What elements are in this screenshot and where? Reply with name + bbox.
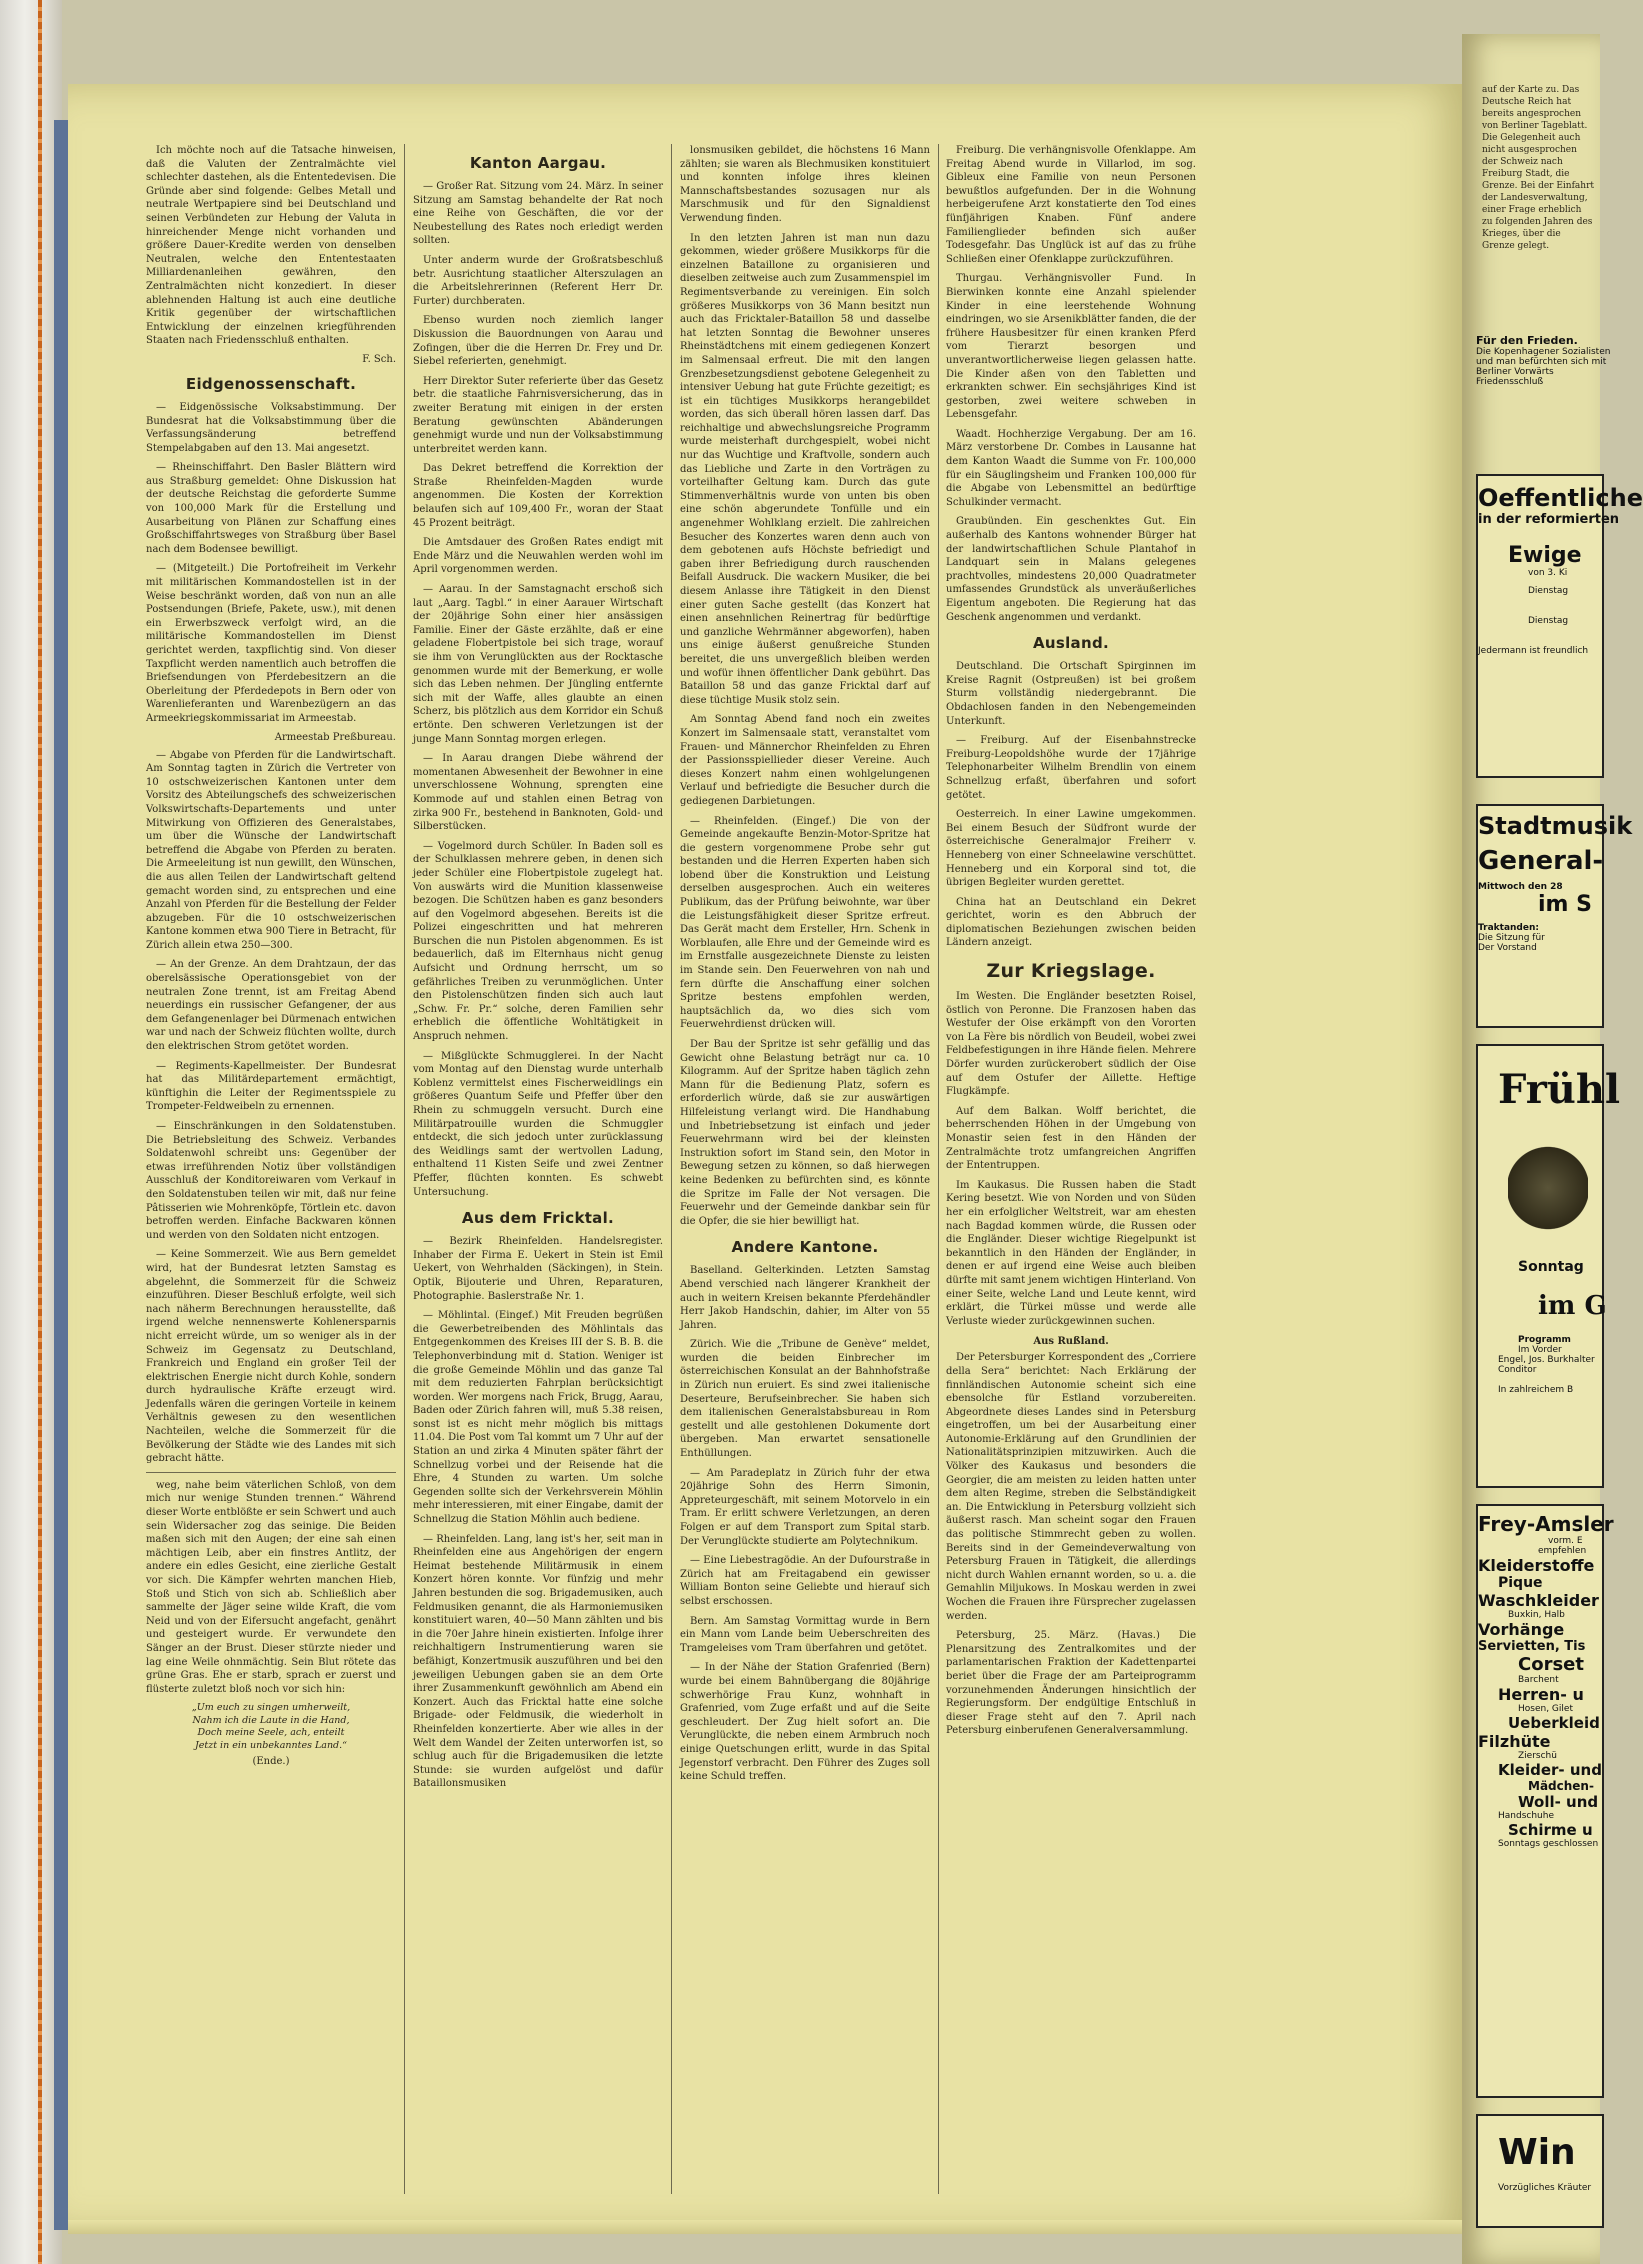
ad-line: Sonntags geschlossen: [1498, 1839, 1599, 1849]
feuilleton-divider: [146, 1472, 396, 1473]
ad-line: Mädchen-: [1528, 1779, 1594, 1793]
article: — Rheinschiffahrt. Den Basler Blättern wird aus Straßburg gemeldet: Ohne Diskussion hat der deutsche Reichstag die geforderte Summe von 100,000 Mark für die Erstellung und Ausarbeitung von Plänen zur Schaffung eines Großschiffahrtsweges von Straßburg über Basel nach dem Bodensee bewilligt.: [146, 462, 396, 555]
article: — Am Paradeplatz in Zürich fuhr der etwa 20jährige Sohn des Herrn Simonin, Appreteurgeschäft, mit seinem Motorvelo in ein Tram. Er erlitt schwere Verletzungen, an deren Folgen er auf dem Transport zum Spital starb. Der Verunglückte studierte am Polytechnikum.: [680, 1467, 930, 1547]
ad-line: Hosen, Gilet: [1518, 1704, 1573, 1714]
book-spine: [0, 0, 62, 2264]
poem: [146, 1702, 396, 1752]
ad-line: Jedermann ist freundlich: [1478, 646, 1589, 656]
column-3: [680, 144, 930, 2194]
page-bottom-shadow: [68, 2220, 1474, 2234]
section-heading-aargau: Kanton Aargau.: [469, 154, 607, 172]
article: Freiburg. Die verhängnisvolle Ofenklappe. Am Freitag Abend wurde in Villarlod, im sog. Gibleux eine Familie von neun Personen bewußtlos aufgefunden. Der in die Wohnung herbeigerufene Arzt konstatierte den Tod eines fünfjährigen Knaben. Fünf andere Familienglieder befinden sich außer Todesgefahr. Das Unglück ist auf das zu frühe Schließen einer Ofenklappe zurückzuführen.: [946, 145, 1196, 265]
poem-line: Nahm ich die Laute in die Hand,: [192, 1714, 350, 1726]
ad-line: Sonntag: [1518, 1259, 1584, 1275]
ad-line: Stadtmusik: [1478, 812, 1633, 840]
section-heading-ausland: Ausland.: [1033, 634, 1109, 653]
article: — Rheinfelden. Lang, lang ist's her, seit man in Rheinfelden eine aus Angehörigen der engern Heimat bestehende Militärmusik in einem Konzert hören konnte. Vor fünfzig und mehr Jahren bestunden die sog. Brigademusiken, auch Feldmusiken genannt, die als Harmoniemusiken konstituiert waren, 40—50 Mann zählten und bis in die 70er Jahre hinein existierten. Infolge ihrer reichhaltigern Instrumentierung waren sie befähigt, Konzertmusik auszuführen und bei den jeweiligen Uebungen gaben sie an dem Orte ihrer Zusammenkunft gewöhnlich am Abend ein Konzert. Auch das Fricktal hatte eine solche Brigade- oder Feldmusik, die wiederholt in Rheinfelden konzertierte. Aber wie alles in der Welt dem Wandel der Zeiten unterworfen ist, so schlug auch für die Brigademusiken die letzte Stunde: sie wurden aufgelöst und dafür Bataillonsmusiken: [413, 1533, 663, 1790]
article: Graubünden. Ein geschenktes Gut. Ein außerhalb des Kantons wohnender Bürger hat der landwirtschaftlichen Schule Plantahof in Landquart sein in Malans gelegenes prachtvolles, mindestens 20,000 Quadratmeter umfassendes Grundstück als unveräußerliches Eigentum angeboten. Die Regierung hat das Geschenk angenommen und verdankt.: [946, 516, 1196, 623]
ad-line: Buxkin, Halb: [1508, 1610, 1565, 1620]
ad-line: Dienstag: [1528, 586, 1569, 596]
article: — Möhlintal. (Eingef.) Mit Freuden begrüßen die Gewerbetreibenden des Möhlintals das Entgegenkommen des Kreises III der S. B. B. die Telephonverbindung mit d. Station. Weniger ist die große Gemeinde Möhlin und das ganze Tal mit dem reduzierten Fahrplan berücksichtigt worden. Wer morgens nach Frick, Brugg, Aarau, Baden oder Zürich fahren will, muß 5.38 reisen, sonst ist es nicht mehr möglich bis mittags 11.04. Die Post vom Tal kommt um 7 Uhr auf der Station an und zirka 4 Minuten später fährt der Schnellzug vorbei und der Reisende hat die Ehre, 4 Stunden zu warten. Um solche Gegenden sollte sich der Verkehrsverein Möhlin mehr interessieren, mit einer Eingabe, damit der Schnellzug die Station Möhlin auch bediene.: [413, 1310, 663, 1526]
article-signature: F. Sch.: [362, 353, 396, 365]
ad-line: Kleiderstoffe: [1478, 1556, 1595, 1575]
advert-stadtmusik: [1476, 804, 1633, 1028]
ad-line: Kleider- und: [1498, 1761, 1602, 1779]
advert-fruehling: [1476, 1044, 1621, 1488]
poem-line: Doch meine Seele, ach, enteilt: [197, 1727, 345, 1739]
article: Im Westen. Die Engländer besetzten Roisel, östlich von Peronne. Die Franzosen haben das Westufer der Oise erkämpft von den Vororten von La Fère bis nördlich von Beudeil, wobei zwei Feldbefestigungen in ihre Hände fielen. Mehrere Dörfer wurden zurückerobert südlich der Oise auf dem Ostufer der Aillette. Heftige Flugkämpfe.: [946, 991, 1196, 1098]
newspaper-page: [68, 84, 1474, 2234]
article: Herr Direktor Suter referierte über das Gesetz betr. die staatliche Fahrnisversicherung, das in zweiter Beratung mit einigen in der ersten Beratung gewünschten Abänderungen genehmigt wurde und nun der Volksabstimmung unterbreitet werden kann.: [413, 375, 663, 455]
ad-line: Schirme u: [1508, 1821, 1593, 1839]
article: Das Dekret betreffend die Korrektion der Straße Rheinfelden-Magden wurde angenommen. Die Kosten der Korrektion belaufen sich auf 109,400 Fr., woran der Staat 45 Prozent beiträgt.: [413, 463, 663, 529]
article: Die Amtsdauer des Großen Rates endigt mit Ende März und die Neuwahlen werden wohl im April vorgenommen werden.: [413, 537, 663, 576]
article-signature: Armeestab Preßbureau.: [274, 731, 396, 743]
notice-frieden: [1476, 334, 1611, 454]
article: In den letzten Jahren ist man nun dazu gekommen, wieder größere Musikkorps für die einzelnen Bataillone zu organisieren und dieselben zeitweise auch zum Zusammenspiel im Regimentsverbande zu vereinigen. Ein solch größeres Musikkorps von 36 Mann besitzt nun auch das Fricktaler-Bataillon 58 und dasselbe hat letzten Sonntag die Bewohner unseres Rheinstädtchens mit einem gediegenen Konzert im Salmensaal erfreut. Die mit den langen Grenzbesetzungsdienst gebotene Gelegenheit zu intensiver Uebung hat gute Früchte gezeitigt; es ist ein tüchtiges Musikkorps herangebildet worden, das sich überall hören lassen darf. Das reichhaltige und abwechslungsreiche Programm wurde meisterhaft durchgespielt, wobei nicht nur das Wuchtige und Kraftvolle, sondern auch das Liebliche und Zarte in den Vorträgen zu vorteilhafter Geltung kam. Durch das gute Stimmenverhältnis wurde von unten bis oben eine schön abgerundete Tonfülle und ein angenehmer Wohlklang erzielt. Die zahlreichen Besucher des Konzertes waren denn auch von dem gebotenen aufs Höchste befriedigt und gaben ihrer Befriedigung durch rauschenden Beifall Ausdruck. Die wackern Musiker, die bei diesem Anlasse ihre Tätigkeit in den Dienst einer guten Sache gestellt (das Konzert hat einen ansehnlichen Reinertrag für bedürftige und ganzliche Wehrmänner abgeworfen), haben uns einige äußerst genußreiche Stunden bereitet, die uns unvergeßlich bleiben werden und wofür ihnen öffentlicher Dank gebührt. Das Bataillon 58 und das ganze Fricktal darf auf diese tüchtige Musik stolz sein.: [680, 232, 930, 706]
advert-frey-amsler: [1476, 1504, 1614, 2098]
column-1: [146, 144, 396, 2194]
article: — Freiburg. Auf der Eisenbahnstrecke Freiburg-Leopoldshöhe wurde der 17jährige Telephonarbeiter Wilhelm Brendlin von einem Schnellzug erfaßt, überfahren und sofort getötet.: [946, 735, 1196, 801]
ad-line: Mittwoch den 28: [1478, 882, 1563, 892]
ad-line: Handschuhe: [1498, 1811, 1554, 1821]
feuilleton-story: weg, nahe beim väterlichen Schloß, von dem mich nur wenige Stunden trennen.“ Während dieser Worte entblößte er sein Schwert und auch sein Widersacher zog das seinige. Die Beiden maßen sich mit den Augen; der eine sah einen mächtigen Leib, aber ein finstres Antlitz, der andere ein edles Gesicht, eine zierliche Gestalt vor sich. Die Kämpfer wehrten manchen Hieb, Stoß und Stich von sich ab. Schließlich aber sammelte der Jäger seine wilde Kraft, die vom Neid und von der Eifersucht angefacht, genährt und gesteigert wurde. Er verwundete den Sänger an der Brust. Dieser stürzte nieder und lag eine Weile ohnmächtig. Sein Blut rötete das grüne Gras. Ehe er starb, sprach er zuerst und flüsterte zuletzt bloß noch vor sich hin:: [146, 1479, 396, 1695]
section-heading-kriegslage: Zur Kriegslage.: [986, 960, 1156, 983]
article: Baselland. Gelterkinden. Letzten Samstag Abend verschied nach längerer Krankheit der auch in weitern Kreisen bekannte Pferdehändler Herr Jakob Handschin, dahier, im Alter von 55 Jahren.: [680, 1265, 930, 1331]
ad-line: von 3. Ki: [1528, 568, 1568, 578]
ad-line: Für den Frieden.: [1476, 334, 1578, 347]
article: — Aarau. In der Samstagnacht erschoß sich laut „Aarg. Tagbl.“ in einer Aarauer Wirtschaft der 20jährige Sohn einer hier ansässigen Familie. Einer der Gäste erzählte, daß er eine geladene Flobertpistole bei sich trage, worauf sie ihm von Verunglückten aus der Rocktasche genommen wurde mit der Bemerkung, er wolle sich das Leben nehmen. Der Jüngling entfernte sich mit der Waffe, alles glaubte an einen Scherz, bis plötzlich aus dem Korridor ein Schuß ertönte. Den schweren Verletzungen ist der junge Mann Sonntag morgen erlegen.: [413, 584, 663, 745]
ad-line: Barchent: [1518, 1675, 1559, 1685]
ad-line: im S: [1538, 892, 1592, 917]
article: — Keine Sommerzeit. Wie aus Bern gemeldet wird, hat der Bundesrat letzten Samstag es abgelehnt, die Sommerzeit für die Schweiz einzuführen. Dieser Beschluß erfolgte, weil sich nach näherm Berechnungen herausstellte, daß irgend welche nennenswerte Kohlenersparnis nicht erreicht würde, um so weniger als in der Schweiz im Gegensatz zu Deutschland, Frankreich und England ein großer Teil der elektrischen Energie nicht durch Kohle, sondern durch hydraulische Kräfte erzeugt wird. Jedenfalls wären die geringen Vorteile in keinem Verhältnis gewesen zu den wesentlichen Nachteilen, welche die Sommerzeit für die Bevölkerung der Städte wie des Landes mit sich gebracht hätte.: [146, 1249, 396, 1465]
article: Am Sonntag Abend fand noch ein zweites Konzert im Salmensaale statt, veranstaltet vom Frauen- und Männerchor Rheinfelden zu Ehren der Passionsspiellieder dieser Vereine. Auch dieses Konzert nahm einen wohlgelungenen Verlauf und befriedigte die Besucher durch die gediegenen Darbietungen.: [680, 714, 930, 807]
ad-line: vorm. E: [1548, 1536, 1583, 1546]
article: lonsmusiken gebildet, die höchstens 16 Mann zählten; sie waren als Blechmusiken konstituiert und konnten infolge ihres kleinen Mannschaftsbestandes sozusagen nur als Marschmusik und für den Signaldienst Verwendung finden.: [680, 145, 930, 224]
article: — Eidgenössische Volksabstimmung. Der Bundesrat hat die Volksabstimmung über die Verfassungsänderung betreffend Stempelabgaben auf den 13. Mai angesetzt.: [146, 401, 396, 454]
ad-line: Waschkleider: [1478, 1591, 1599, 1610]
ad-line: Servietten, Tis: [1478, 1639, 1586, 1654]
article: — Mißglückte Schmugglerei. In der Nacht vom Montag auf den Dienstag wurde unterhalb Koblenz vermittelst eines Fischerweidlings ein größeres Quantum Seife und Pfeffer über den Rhein zu schmuggeln versucht. Durch eine Militärpatrouille wurden die Schmuggler entdeckt, die sich jedoch unter zurücklassung des Weidlings samt der wertvollen Ladung, enthaltend 11 Kisten Seife und zwei Zentner Pfeffer, flüchten konnten. Es schwebt Untersuchung.: [413, 1050, 663, 1198]
article: — In der Nähe der Station Grafenried (Bern) wurde bei einem Bahnübergang die 80jährige schwerhörige Frau Kunz, wohnhaft in Grafenried, vom Zuge erfaßt und auf die Seite geschleudert. Der Zug hielt sofort an. Die Verunglückte, die neben einem Armbruch noch einige Quetschungen erlitt, wurde in das Spital Jegenstorf verbracht. Den Führer des Zuges soll keine Schuld treffen.: [680, 1662, 930, 1783]
article: Der Petersburger Korrespondent des „Corriere della Sera“ berichtet: Nach Erklärung der finnländischen Autonomie scheint sich eine ebensolche für Estland vorzubereiten. Abgeordnete dieses Landes sind in Petersburg eingetroffen, um bei der Ausarbeitung einer Autonomie-Erklärung auf den Grundlinien der Nationalitätsprinzipien mitzuwirken. Auch die Völker des Kaukasus und besonders die Georgier, die am meisten zu leiden hatten unter dem alten Regime, streben die Selbständigkeit an. Die Entwicklung in Petersburg vollzieht sich äußerst rasch. Man scheint sogar den Frauen das politische Stimmrecht geben zu wollen. Bereits sind in der Gemeindeverwaltung von Petersburg Frauen in Tätigkeit, die allerdings nicht durch Wahlen ernannt worden, so u. a. die Gemahlin Miljukows. In Moskau werden in zwei Wochen die Frauen ihre Fürsprecher zugelassen werden.: [946, 1352, 1196, 1622]
section-heading-fricktal: Aus dem Fricktal.: [461, 1209, 615, 1228]
ad-line: Berliner Vorwärts: [1476, 367, 1554, 377]
ad-line: Der Vorstand: [1478, 943, 1537, 953]
ad-line: Die Kopenhagener Sozialisten: [1476, 347, 1611, 357]
column-rule: [671, 144, 672, 2194]
article-valuta: Ich möchte noch auf die Tatsache hinweisen, daß die Valuten der Zentralmächte viel schlechter dastehen, als die Ententedevisen. Die Gründe aber sind folgende: Gelbes Metall und neutrale Wertpapiere sind bei Deutschland und seinen Verbündeten zur Hebung der Valuta in hinreichender Menge nicht vorhanden und größere Dauer-Kredite werden von denselben Neutralen, welche den Ententestaaten Milliardenanleihen gewähren, den Zentralmächten nicht konzediert. In dieser ablehnenden Haltung ist auch eine deutliche Kritik gegenüber der wirtschaftlichen Entwicklung der einzelnen kriegführenden Staaten nach Friedensschluß enthalten.: [146, 145, 396, 347]
advert-oeffentliche: [1476, 474, 1643, 778]
article: Waadt. Hochherzige Vergabung. Der am 16. März verstorbene Dr. Combes in Lausanne hat dem Kanton Waadt die Summe von Fr. 100,000 für ein Säuglingsheim und Franken 100,000 für die Abgabe von Lebensmittel an bedürftige Schulkinder vermacht.: [946, 428, 1196, 508]
article: — Regiments-Kapellmeister. Der Bundesrat hat das Militärdepartement ermächtigt, künftighin die Leiter der Regimentsspiele zu Trompeter-Feldweibeln zu ernennen.: [146, 1060, 396, 1113]
article: Zürich. Wie die „Tribune de Genève“ meldet, wurden die beiden Einbrecher im österreichischen Konsulat an der Bahnhofstraße in Zürich nun eruiert. Es sind zwei italienische Deserteure, Berufseinbrecher. Sie haben sich dem italienischen Generalstabsbureau in Rom gestellt und alle gestohlenen Dokumente dort übergeben. Man erwartet sensationelle Enthüllungen.: [680, 1339, 930, 1460]
article: China hat an Deutschland ein Dekret gerichtet, worin es den Abbruch der diplomatischen Beziehungen zwischen beiden Ländern anzeigt.: [946, 896, 1196, 949]
ad-line: Frey-Amsler: [1478, 1512, 1614, 1536]
ad-line: und man befürchten sich mit: [1476, 357, 1607, 367]
article: Der Bau der Spritze ist sehr gefällig und das Gewicht ohne Belastung beträgt nur ca. 10 Kilogramm. Auf der Spritze haben täglich zehn Mann für die Bedienung Platz, sofern es erforderlich würde, daß sie zur auswärtigen Hilfeleistung verlangt wird. Die Handhabung und Inbetriebsetzung ist einfach und jeder Feuerwehrmann wird bei der kleinsten Instruktion sofort im Stand sein, den Motor in Bewegung setzen zu können, so daß hierwegen keine Bedenken zu befürchten sind, es könnte die Spritze im Falle der Not versagen. Die Feuerwehr und der Gemeinde dankbar sein für die Opfer, die sie hier bewilligt hat.: [680, 1039, 930, 1227]
ad-line: Zierschü: [1518, 1751, 1557, 1761]
article: Auf dem Balkan. Wolff berichtet, die beherrschenden Höhen in der Umgebung von Monastir seien fest in den Händen der Zentralmächte trotz umfangreichen Angriffen der Ententruppen.: [946, 1105, 1196, 1172]
ad-line: Filzhüte: [1478, 1732, 1551, 1751]
ad-line: Engel, Jos. Burkhalter: [1498, 1355, 1595, 1365]
column-2: [413, 144, 663, 2194]
ad-line: empfehlen: [1538, 1546, 1587, 1556]
article: — Bezirk Rheinfelden. Handelsregister. Inhaber der Firma E. Uekert in Stein ist Emil Uekert, von Wehrhalden (Säckingen), in Stein. Optik, Bijouterie und Uhren, Reparaturen, Photographie. Baslerstraße Nr. 1.: [413, 1236, 663, 1302]
article: — Großer Rat. Sitzung vom 24. März. In seiner Sitzung am Samstag behandelte der Rat noch eine Reihe von Geschäften, die vor der Neubestellung des Rates noch erledigt werden sollten.: [413, 181, 663, 247]
ad-line: in der reformierten: [1478, 512, 1620, 527]
article: Oesterreich. In einer Lawine umgekommen. Bei einem Besuch der Südfront wurde der österreichische Generalmajor Freiherr v. Henneberg von einer Schneelawine verschüttet. Henneberg und ein Korporal sind tot, die übrigen Begleiter wurden gerettet.: [946, 809, 1196, 889]
ad-line: Traktanden:: [1478, 923, 1539, 933]
article: Im Kaukasus. Die Russen haben die Stadt Kering besetzt. Wie von Norden und von Süden her ein erfolglicher Weltstreit, war am ehesten nach Bagdad kommen würde, die Russen oder die Engländer. Dieser wichtige Riegelpunkt ist bekanntlich in den Händen der Engländer, in denen er auf irgend eine Weise auch bleiben dürfte mit samt jenem wichtigen Hinterland. Von einer Seite, welche Land und Leute kennt, wird erklärt, die Türkei müsse und werde alle Verluste wieder zurückgewinnen suchen.: [946, 1179, 1196, 1327]
facing-page: [1462, 34, 1643, 2264]
article: — An der Grenze. An dem Drahtzaun, der das oberelsässische Operationsgebiet von der neutralen Zone trennt, ist am Freitag Abend neuerdings ein russischer Gefangener, der aus dem Gefangenenlager bei Dürmenach entwichen war und nach der Schweiz flüchten wollte, durch den elektrischen Strom getötet worden.: [146, 959, 396, 1053]
article: Thurgau. Verhängnisvoller Fund. In Bierwinken konnte eine Anzahl spielender Kinder in eine leerstehende Wohnung eindringen, wo sie Arsenikblätter fanden, die der frühere Hausbesitzer für einen kranken Pferd vom Tierarzt besorgen und unverantwortlicherweise liegen gelassen hatte. Die Kinder aßen von den Tabletten und erkrankten schwer. Ein sechsjähriges Kind ist gestorben, zwei weitere schweben in Lebensgefahr.: [946, 273, 1196, 421]
column-4: [946, 144, 1196, 2194]
article: — Abgabe von Pferden für die Landwirtschaft. Am Sonntag tagten in Zürich die Vertreter von 10 ostschweizerischen Kantonen unter dem Vorsitz des Abteilungschefs des schweizerischen Volkswirtschafts-Departements und unter Mitwirkung von Offizieren des Generalstabes, um über die Wünsche der Landwirtschaft betreffend die Abgabe von Pferden zu beraten. Die Armeeleitung ist nun gewillt, den Wünschen, die aus allen Teilen der Landwirtschaft geltend gemacht worden sind, zu entsprechen und eine Anzahl von Pferden für die Bestellung der Felder abzugeben. Für die 10 ostschweizerischen Kantone kommen etwa 900 Tiere in Betracht, für Zürich allein etwa 250—300.: [146, 749, 396, 951]
ad-line: Dienstag: [1528, 616, 1569, 626]
ad-line: Programm: [1518, 1335, 1571, 1345]
ad-line: Ewige: [1508, 543, 1582, 568]
ad-line: Im Vorder: [1518, 1345, 1562, 1355]
section-heading-eidgenossenschaft: Eidgenossenschaft.: [185, 374, 357, 393]
section-heading-andere-kantone: Andere Kantone.: [731, 1238, 879, 1257]
story-end: (Ende.): [252, 1756, 290, 1768]
ad-line: Conditor: [1498, 1365, 1537, 1375]
article: — Rheinfelden. (Eingef.) Die von der Gemeinde angekaufte Benzin-Motor-Spritze hat die gestern vorgenommene Probe sehr gut bestanden und die Herren Experten haben sich lobend über die Konstruktion und Leistung derselben ausgesprochen. Auch ein weiteres Publikum, das der Prüfung beiwohnte, war über die Leistungsfähigkeit dieser Spritze erfreut. Das Gerät macht dem Ersteller, Hrn. Schenk in Worblaufen, alle Ehre und der Gemeinde wird es im Ernstfalle ausgezeichnete Dienste zu leisten im Stande sein. Den Feuerwehren von nah und fern dürfte die Anschaffung einer solchen Spritze bestens empfohlen werden, hauptsächlich da, wo dies sich vom Feuerwehrdienst drücken will.: [680, 815, 930, 1031]
poem-line: „Um euch zu singen umherweilt,: [191, 1702, 351, 1714]
ad-line: Woll- und: [1518, 1793, 1599, 1811]
subheading-russland: Aus Rußland.: [1033, 1336, 1109, 1348]
ad-line: Pique: [1498, 1575, 1543, 1591]
facing-page-text: auf der Karte zu. Das Deutsche Reich hat bereits angesprochen von Berliner Tageblatt. Die Gelegenheit auch nicht ausgesprochen der Schweiz nach Freiburg Stadt, die Grenze. Bei der Einfahrt der Landesverwaltung, einer Frage erheblich zu folgenden Jahren des Krieges, über die Grenze gelegt.: [1482, 85, 1594, 251]
ad-line: im G: [1538, 1291, 1607, 1321]
ad-line: Herren- u: [1498, 1685, 1584, 1704]
advert-win: [1476, 2114, 1604, 2228]
flower-ornament-icon: [1508, 1133, 1588, 1243]
poem-line: Jetzt in ein unbekanntes Land.“: [194, 1739, 348, 1751]
ad-line: Friedensschluß: [1476, 377, 1544, 387]
ad-line: Die Sitzung für: [1478, 933, 1545, 943]
column-rule: [404, 144, 405, 2194]
ad-line: Oeffentliche: [1478, 484, 1643, 512]
article: Ebenso wurden noch ziemlich langer Diskussion die Bauordnungen von Aarau und Zofingen, über die die Herren Dr. Frey und Dr. Siebel referierten, genehmigt.: [413, 315, 663, 368]
article: Bern. Am Samstag Vormittag wurde in Bern ein Mann vom Lande beim Ueberschreiten des Tramgeleises vom Tram überfahren und getötet.: [680, 1615, 930, 1654]
article: — (Mitgeteilt.) Die Portofreiheit im Verkehr mit militärischen Kommandostellen ist in der Weise beschränkt worden, daß von nun an alle Postsendungen (Briefe, Pakete, usw.), mit denen ein Erwerbszweck verfolgt wird, an die militärische Kommandostellen im Dienst gerichtet werden, taxpflichtig sind. Von dieser Taxpflicht werden namentlich auch betroffen die Briefsendungen von Pferdebesitzern an die Oberleitung der Pferdedepots in Bern oder von Warenlieferanten und Warenbezügern an das Armeekriegskommissariat im Armeestab.: [146, 563, 396, 724]
binding-string: [38, 0, 42, 2264]
ad-line: In zahlreichem B: [1498, 1385, 1574, 1395]
article: — Vogelmord durch Schüler. In Baden soll es der Schulklassen mehrere geben, in denen sich jeder Schüler eine Flobertpistole zugelegt hat. Von auswärts wird die Munition klassenweise bezogen. Die Schützen haben es ganz besonders auf den Vogelmord abgesehen. Bereits ist die Polizei eingeschritten und hat mehreren Burschen die nun Pistolen abgenommen. Es ist bedauerlich, daß im Elternhaus nicht genug Aufsicht und Ordnung herrscht, um so gefährliches Treiben zu verunmöglichen. Unter den Pistolenschützen finden sich auch laut „Schw. Fr. Pr.“ solche, deren Familien sehr erheblich die öffentliche Wohltätigkeit in Anspruch nehmen.: [413, 840, 663, 1043]
ad-line: Corset: [1518, 1654, 1584, 1675]
ad-line: Vorhänge: [1478, 1620, 1565, 1639]
article: — Eine Liebestragödie. An der Dufourstraße in Zürich hat am Freitagabend ein gewisser William Bonton seine Geliebte und hierauf sich selbst erschossen.: [680, 1555, 930, 1607]
article: — In Aarau drangen Diebe während der momentanen Abwesenheit der Bewohner in eine unverschlossene Wohnung, sprengten eine Kommode auf und stahlen einen Betrag von zirka 900 Fr., bestehend in Banknoten, Gold- und Silberstücken.: [413, 753, 663, 833]
ad-line: Frühl: [1498, 1066, 1621, 1113]
article: Unter anderm wurde der Großratsbeschluß betr. Ausrichtung staatlicher Alterszulagen an die Arbeitslehrerinnen (Referent Herr Dr. Furter) durchberaten.: [413, 254, 663, 307]
ad-line: General-: [1478, 846, 1604, 876]
article: — Einschränkungen in den Soldatenstuben. Die Betriebsleitung des Schweiz. Verbandes Soldatenwohl schreibt uns: Gegenüber der etwas irreführenden Notiz über vollständigen Ausschluß der Konditoreiwaren vom Verkauf in den Soldatenstuben teilen wir mit, daß nur feine Pâtisserien wie Mohrenköpfe, Törtlein etc. davon betroffen werden. Einfache Backwaren können und werden von den Soldaten nicht entzogen.: [146, 1121, 396, 1241]
article: Petersburg, 25. März. (Havas.) Die Plenarsitzung des Zentralkomites und der parlamentarischen Fraktion der Kadettenpartei beriet über die Frage der am Parteiprogramm vorzunehmenden Änderungen hinsichtlich der Regierungsform. Der endgültige Entschluß in dieser Frage steht auf den 7. April nach Petersburg einberufenen Generalversammlung.: [946, 1630, 1196, 1737]
column-rule: [938, 144, 939, 2194]
ad-line: Win: [1498, 2132, 1576, 2173]
ad-line: Vorzügliches Kräuter: [1498, 2183, 1592, 2193]
ad-line: Ueberkleid: [1508, 1714, 1600, 1732]
article: Deutschland. Die Ortschaft Spirginnen im Kreise Ragnit (Ostpreußen) ist bei großem Sturm vollständig niedergebrannt. Die Obdachlosen fanden in den Nebengemeinden Unterkunft.: [946, 661, 1196, 727]
